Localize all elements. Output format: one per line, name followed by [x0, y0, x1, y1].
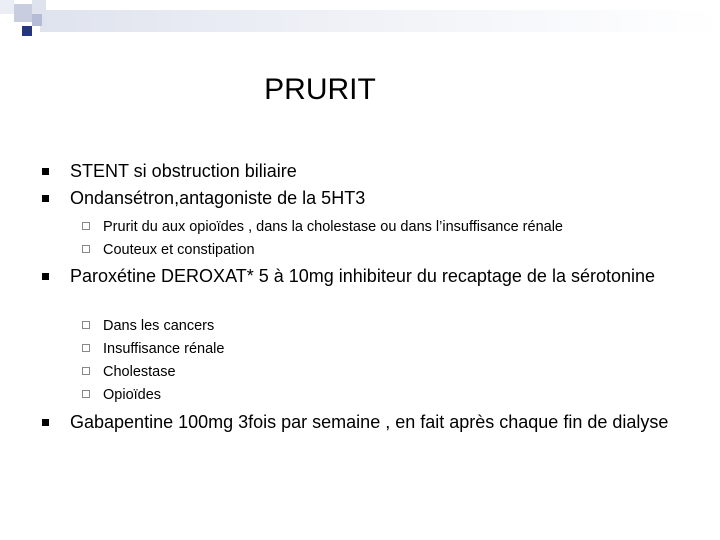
hollow-square-bullet-icon	[82, 344, 90, 352]
sub-bullet-item	[82, 241, 692, 259]
sub-bullet-text: Cholestase	[103, 364, 176, 380]
sub-bullet-text: Opioïdes	[103, 387, 162, 403]
bullet-text: STENT si obstruction biliaire	[70, 161, 297, 181]
slide-title-text: PRURIT	[264, 73, 376, 106]
sub-bullet-item	[82, 363, 692, 381]
sub-bullet-item	[82, 218, 692, 236]
deco-square	[32, 0, 46, 14]
sub-bullet-item	[82, 386, 692, 404]
header-band	[40, 10, 720, 32]
square-bullet-icon	[42, 195, 49, 202]
sub-bullet-text: Dans les cancers	[103, 318, 215, 334]
bullet-text: Ondansétron,antagoniste de la 5HT3	[70, 188, 366, 208]
sub-bullet-text: Couteux et constipation	[103, 242, 255, 258]
deco-square	[32, 14, 42, 26]
bullet-item	[42, 411, 692, 433]
hollow-square-bullet-icon	[82, 367, 90, 375]
sub-bullet-item	[82, 340, 692, 358]
hollow-square-bullet-icon	[82, 245, 90, 253]
sub-bullet-item	[82, 317, 692, 335]
bullet-item	[42, 160, 692, 182]
hollow-square-bullet-icon	[82, 321, 90, 329]
bullet-item	[42, 265, 692, 287]
hollow-square-bullet-icon	[82, 222, 90, 230]
slide-title	[0, 72, 720, 108]
deco-square	[22, 26, 32, 36]
deco-square	[0, 0, 14, 14]
bullet-text: Gabapentine 100mg 3fois par semaine , en fait après chaque fin de dialyse	[70, 412, 669, 432]
square-bullet-icon	[42, 273, 49, 280]
bullet-item	[42, 187, 692, 209]
sub-bullet-text: Prurit du aux opioïdes , dans la cholestase ou dans l’insuffisance rénale	[103, 219, 563, 235]
square-bullet-icon	[42, 168, 49, 175]
bullet-text: Paroxétine DEROXAT* 5 à 10mg inhibiteur du recaptage de la sérotonine	[70, 266, 656, 286]
hollow-square-bullet-icon	[82, 390, 90, 398]
square-bullet-icon	[42, 419, 49, 426]
deco-square	[14, 4, 32, 22]
sub-bullet-text: Insuffisance rénale	[103, 341, 225, 357]
